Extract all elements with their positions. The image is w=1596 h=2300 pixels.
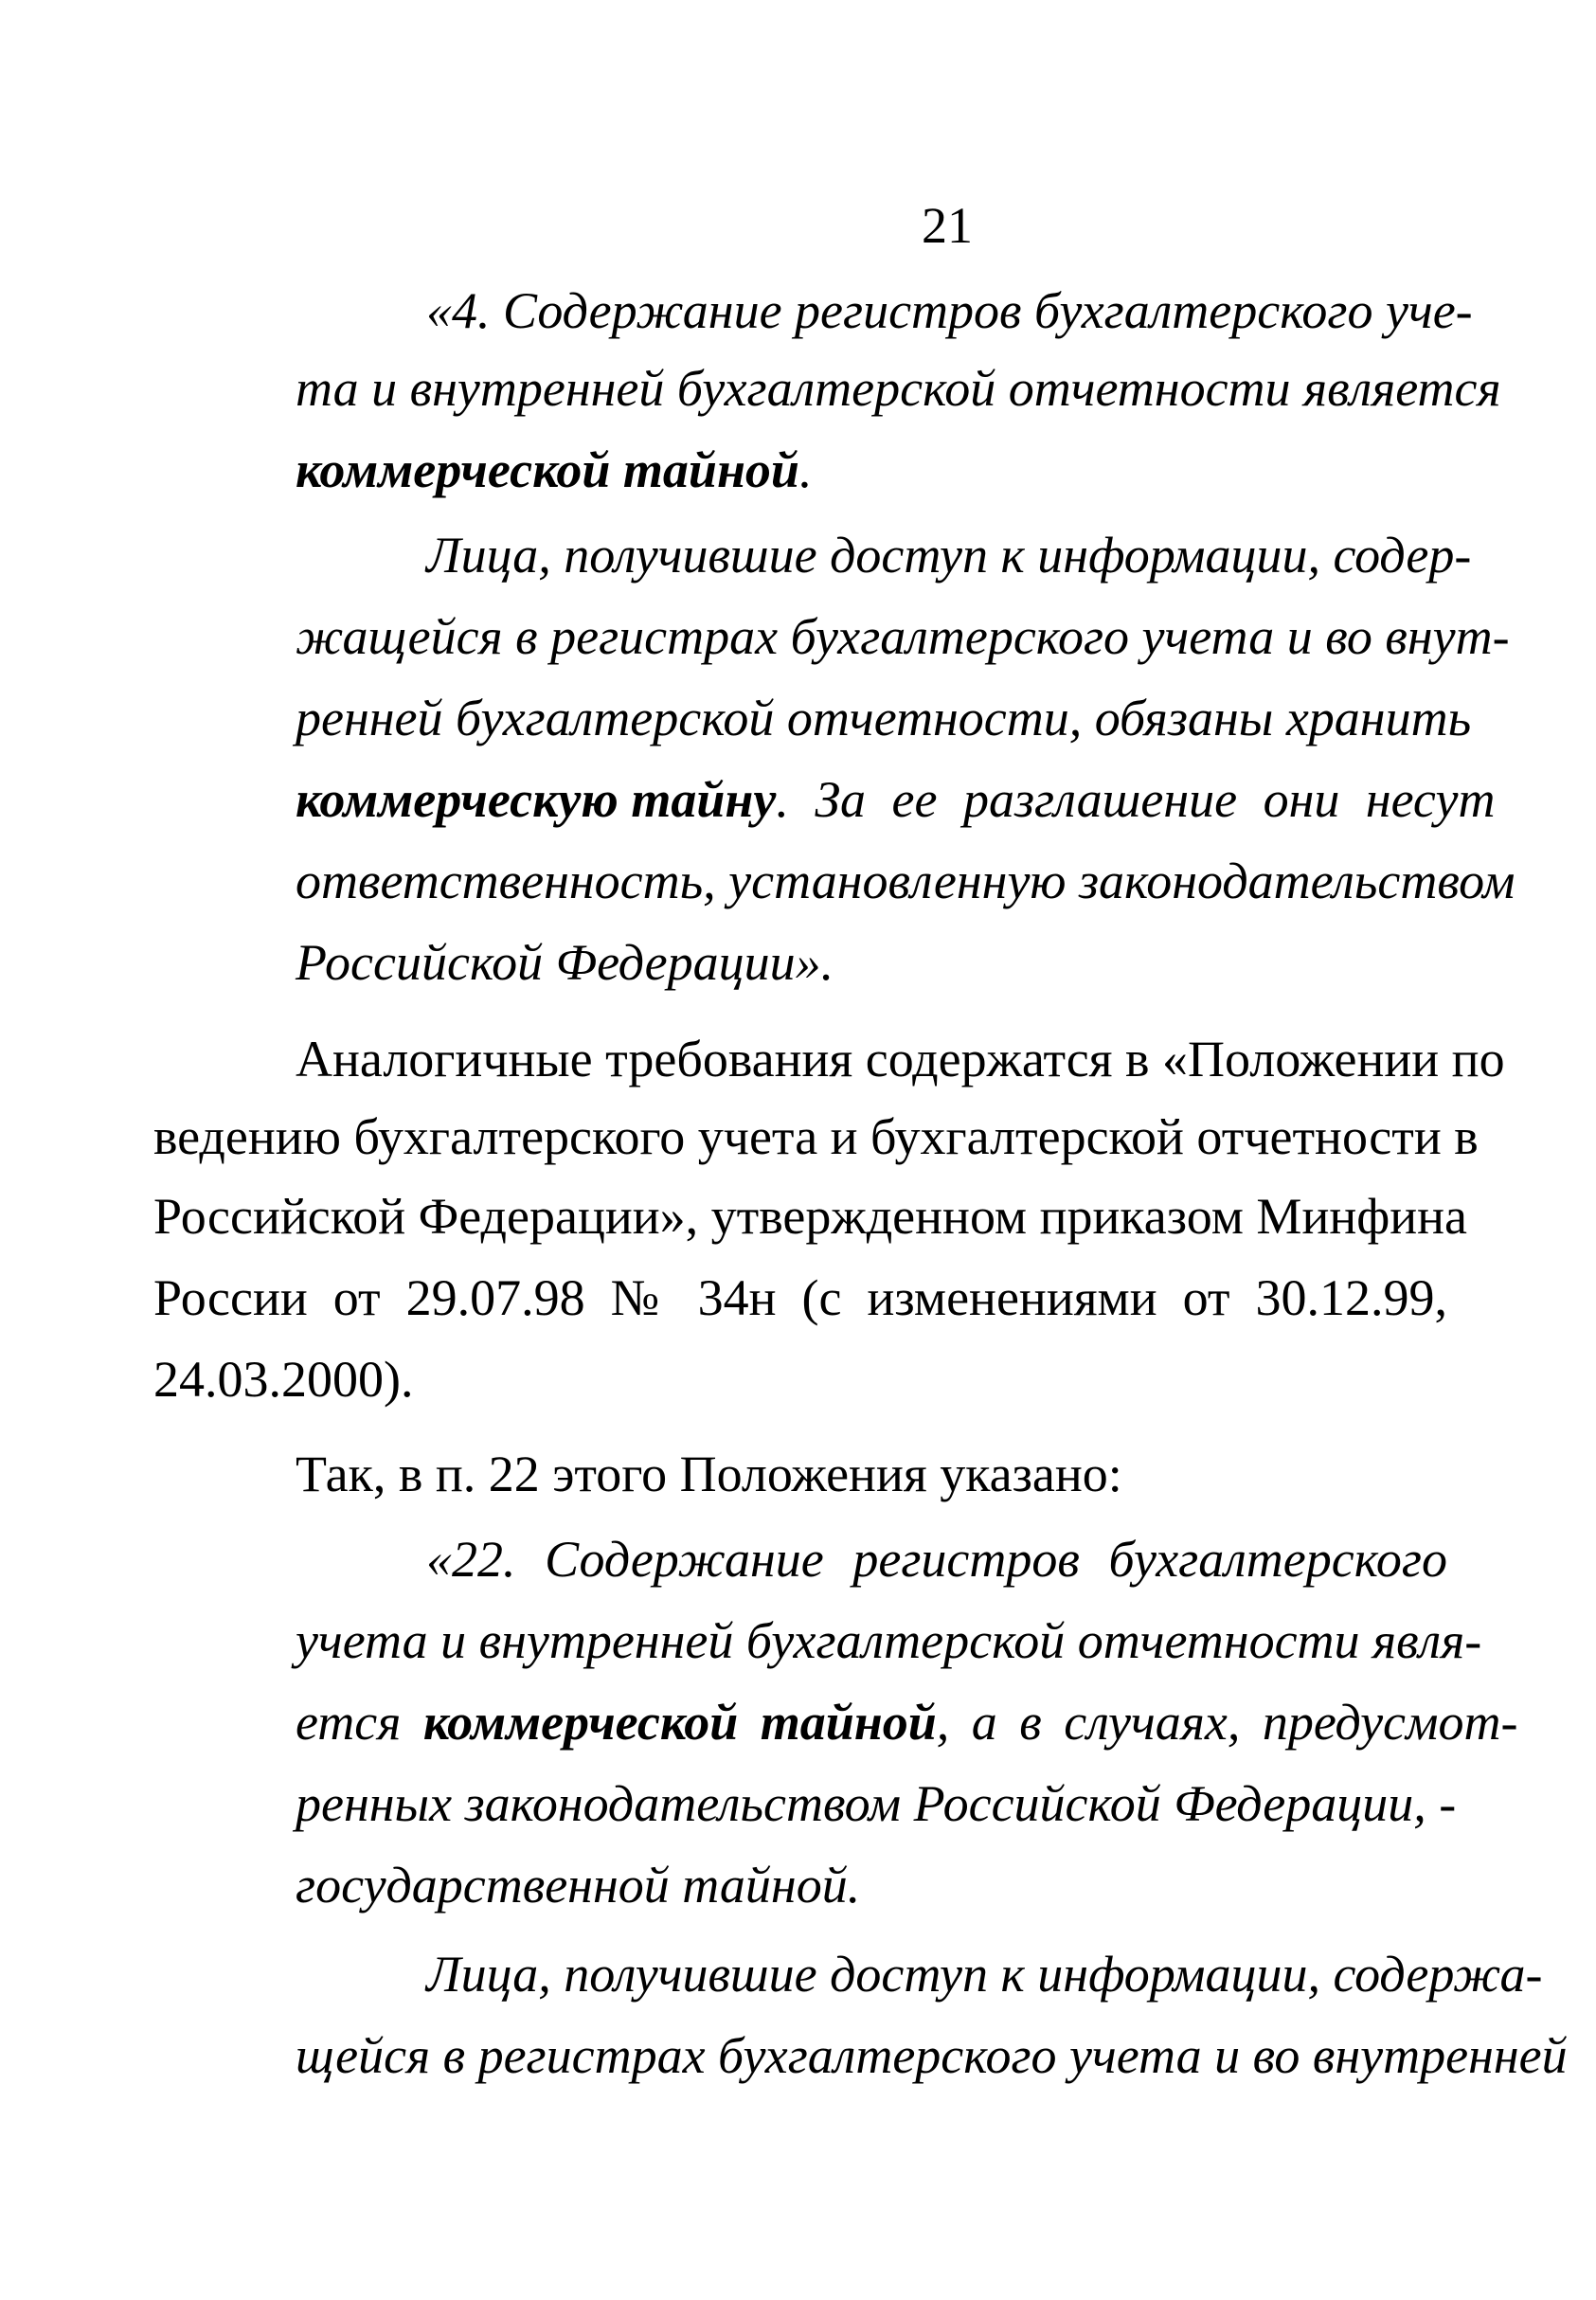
body-line-2: ведению бухгалтерского учета и бухгалтерской отчетности в — [153, 1108, 1479, 1165]
bold-commercial-secret: коммерческой тайной — [296, 441, 799, 498]
body-line-3: Российской Федерации», утвержденном приказом Минфина — [153, 1188, 1467, 1245]
quote-2-line-6: Лица, получившие доступ к информации, содержа- — [426, 1946, 1543, 2003]
quote-1-line-3 — [296, 441, 812, 498]
quote-1-line-7 — [296, 771, 1496, 828]
bold-commercial-secret: коммерческой тайной — [422, 1694, 937, 1751]
quote-2-line-3-rest: , а в случаях, предусмот- — [936, 1694, 1518, 1751]
quote-2-line-3-start: ется — [296, 1694, 423, 1751]
body-line-4: России от 29.07.98 № 34н (с изменениями от 30.12.99, — [153, 1269, 1447, 1326]
quote-1-line-2: та и внутренней бухгалтерской отчетности является — [296, 360, 1501, 417]
quote-2-line-1: «22. Содержание регистров бухгалтерского — [426, 1531, 1447, 1588]
quote-1-line-9: Российской Федерации». — [296, 934, 834, 991]
quote-2-line-4: ренных законодательством Российской Федерации, - — [296, 1775, 1457, 1832]
quote-2-line-7: щейся в регистрах бухгалтерского учета и во внутренней — [296, 2027, 1568, 2084]
quote-1-line-5: жащейся в регистрах бухгалтерского учета и во внут- — [296, 608, 1510, 665]
quote-1-line-4: Лица, получившие доступ к информации, содер- — [426, 527, 1472, 584]
body-line-5: 24.03.2000). — [153, 1351, 414, 1408]
quote-1-line-6: ренней бухгалтерской отчетности, обязаны хранить — [296, 690, 1472, 746]
page-number: 21 — [922, 197, 973, 254]
quote-1-line-8: ответственность, установленную законодательством — [296, 853, 1515, 909]
quote-2-line-3 — [296, 1694, 1518, 1751]
body-line-1: Аналогичные требования содержатся в «Положении по — [296, 1031, 1505, 1087]
quote-1-line-3-end: . — [798, 441, 813, 498]
quote-1-line-7-rest: . За ее разглашение они несут — [776, 771, 1496, 828]
quote-2-line-2: учета и внутренней бухгалтерской отчетности явля- — [296, 1612, 1482, 1669]
quote-2-line-5: государственной тайной. — [296, 1857, 861, 1914]
body-line-6: Так, в п. 22 этого Положения указано: — [296, 1446, 1122, 1502]
bold-commercial-secret: коммерческую тайну — [296, 771, 777, 828]
quote-1-line-1: «4. Содержание регистров бухгалтерского уче- — [426, 282, 1473, 339]
